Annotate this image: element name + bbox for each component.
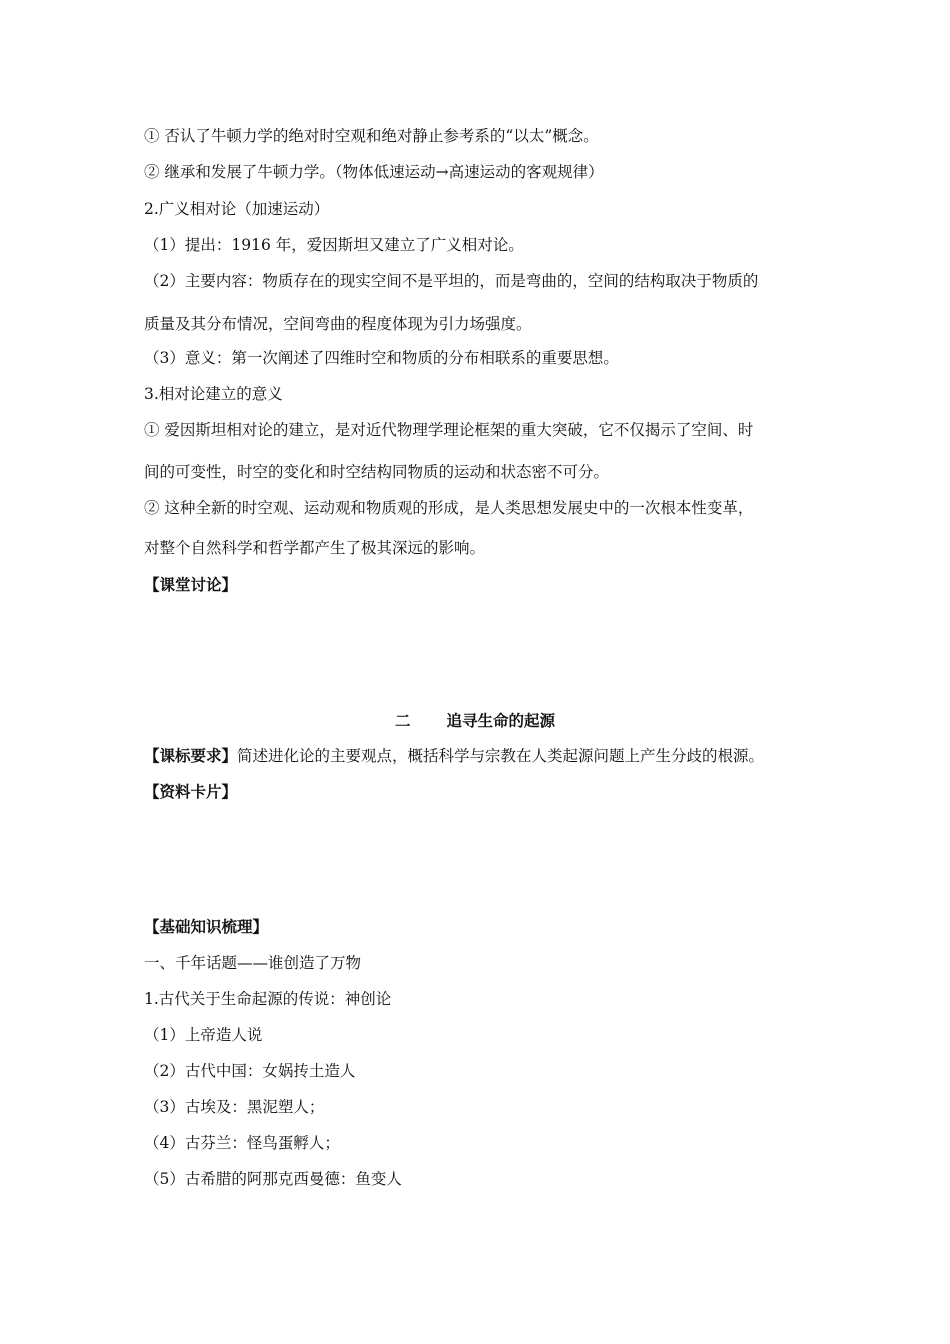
legend-item: （4）古芬兰：怪鸟蛋孵人； (144, 1134, 340, 1152)
point-1-text: ① 否认了牛顿力学的绝对时空观和绝对静止参考系的“以太”概念。 (144, 127, 599, 145)
section-title-text: 追寻生命的起源 (446, 711, 556, 730)
topic-heading: 一、千年话题——谁创造了万物 (144, 954, 362, 972)
significance-point-1-continuation: 间的可变性，时空的变化和时空结构同物质的运动和状态密不可分。 (144, 463, 610, 481)
main-content-text: （2）主要内容：物质存在的现实空间不是平坦的，而是弯曲的，空间的结构取决于物质的 (144, 272, 759, 290)
legend-item: （5）古希腊的阿那克西曼德：鱼变人 (144, 1170, 402, 1188)
main-content-continuation: 质量及其分布情况，空间弯曲的程度体现为引力场强度。 (144, 315, 532, 333)
legend-item: （2）古代中国：女娲抟土造人 (144, 1062, 356, 1080)
classroom-discussion-heading: 【课堂讨论】 (144, 575, 238, 594)
relativity-significance-heading: 3.相对论建立的意义 (144, 385, 283, 403)
significance-text: （3）意义：第一次阐述了四维时空和物质的分布相联系的重要思想。 (144, 349, 619, 367)
section-title (0, 711, 950, 731)
legend-item: （1）上帝造人说 (144, 1026, 263, 1044)
proposal-text: （1）提出：1916 年，爱因斯坦又建立了广义相对论。 (144, 236, 524, 254)
general-relativity-heading: 2.广义相对论（加速运动） (144, 200, 330, 218)
significance-point-1: ① 爱因斯坦相对论的建立，是对近代物理学理论框架的重大突破，它不仅揭示了空间、时 (144, 421, 754, 439)
basic-knowledge-heading: 【基础知识梳理】 (144, 917, 269, 936)
legend-item: （3）古埃及：黑泥塑人； (144, 1098, 325, 1116)
legends-heading: 1.古代关于生命起源的传说：神创论 (144, 990, 392, 1008)
significance-point-2-continuation: 对整个自然科学和哲学都产生了极其深远的影响。 (144, 539, 486, 557)
curriculum-requirement (144, 746, 824, 766)
data-card-heading: 【资料卡片】 (144, 782, 238, 801)
requirement-label: 【课标要求】 (144, 746, 238, 765)
significance-point-2: ② 这种全新的时空观、运动观和物质观的形成，是人类思想发展史中的一次根本性变革， (144, 499, 754, 517)
point-2-text: ② 继承和发展了牛顿力学。（物体低速运动→高速运动的客观规律） (144, 163, 604, 181)
section-number: 二 (394, 711, 411, 730)
requirement-text: 简述进化论的主要观点，概括科学与宗教在人类起源问题上产生分歧的根源。 (237, 747, 765, 765)
